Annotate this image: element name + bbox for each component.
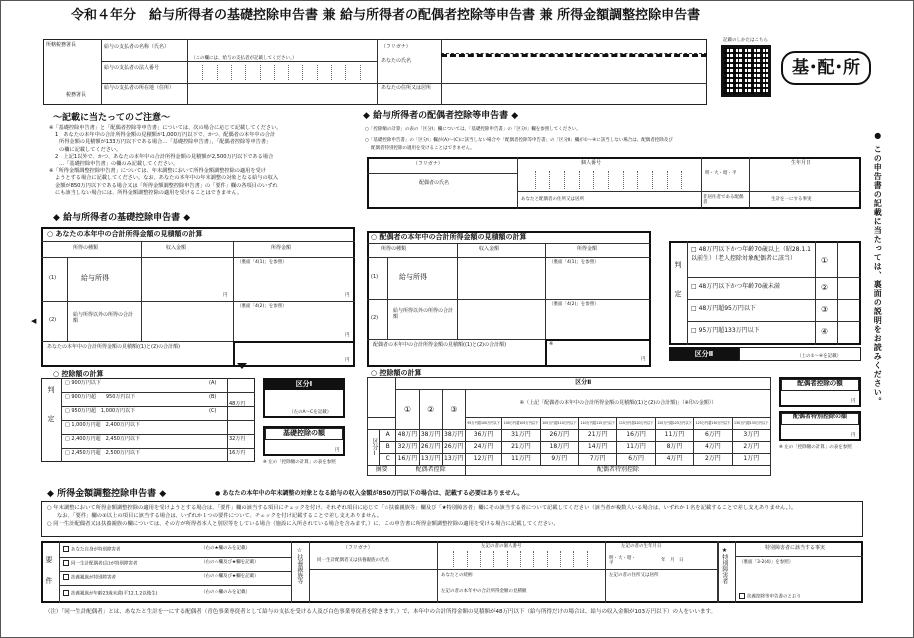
range-text: 2,450万円超 2,500万円以下 [71, 450, 140, 456]
row-key: C [380, 454, 396, 466]
basic-total-label: あなたの本年中の合計所得金額の見積額((1)と(2)の合計額) [47, 344, 181, 350]
table-cell: 7万円 [579, 454, 617, 466]
checkbox[interactable]: □ [65, 394, 70, 400]
basic-title-text: 給与所得者の基礎控除申告書 [63, 213, 181, 223]
table-cell: 3万円 [732, 430, 770, 442]
range-head: 110万円超115万円以下 [579, 418, 617, 430]
spouse-furigana: （フリガナ） [413, 161, 443, 167]
payer-number-cells[interactable] [189, 65, 375, 80]
judge-item-text: 95万円超133万円以下 [698, 327, 760, 334]
your-name-label: あなたの氏名 [381, 58, 412, 64]
spouse-nonresident: 非居住者である配偶者 [703, 195, 744, 206]
table-cell: 4万円 [655, 454, 693, 466]
table-cell: 11万円 [655, 430, 693, 442]
range-head: 130万円超133万円以下 [732, 418, 770, 430]
table-cell: 14万円 [579, 442, 617, 454]
furigana-label: （フリガナ） [381, 44, 411, 50]
range-head: 115万円超120万円以下 [617, 418, 655, 430]
spouse-note1: ○「控除額の計算」の表の「区分Ⅰ」欄については、「基礎控除申告書」の「区分Ⅰ」欄を参照してください。 [365, 127, 581, 132]
basic-row1-num: (1) [49, 275, 57, 281]
table-cell: 32万円 [396, 442, 419, 454]
table-cell: 13万円 [419, 454, 442, 466]
basic-row2-label: 給与所得以外の所得の合計額 [73, 312, 134, 324]
table-cell: 9万円 [540, 454, 578, 466]
judge-num: ④ [821, 327, 829, 336]
spouse-note3: 配偶者特別控除の適用を受けることはできません。 [371, 146, 475, 151]
checkbox[interactable] [739, 593, 745, 599]
judge-num: ① [821, 256, 829, 265]
table-cell: 31万円 [502, 430, 540, 442]
col-circ-1: ① [396, 390, 419, 430]
star-dependents-label: ☆扶養親族等 [295, 547, 303, 584]
req-item [63, 546, 121, 553]
spouse-title-text: 給与所得者の配偶者控除等申告書 [373, 111, 509, 121]
note-line: 金額が850万円以下である場合又は「所得金額調整控除申告書」の「要件」欄の各項目のいずれ [55, 182, 278, 189]
kubun1-label: 区分Ⅰ [263, 378, 345, 390]
range-head: 100万円超105万円以下 [502, 418, 540, 430]
req-item [63, 560, 138, 567]
kubun2-label: 区分Ⅱ [669, 347, 739, 361]
spouse-row2-label: 給与所得以外の所得の合計額 [393, 308, 454, 320]
req-item [63, 574, 116, 581]
adjust-note: なお、「要件」欄の②以上の項目に該当する場合は、いずれか１つの要件について、チェックを付け記載することで差し支えありません。 [57, 513, 383, 519]
table-cell: 11万円 [617, 442, 655, 454]
tax-office-label: 所轄税務署長 [46, 42, 77, 48]
req-ref: （右の★欄のみを記載） [201, 546, 251, 551]
basic-row2-num: (2) [49, 317, 57, 323]
range-head: 120万円超125万円以下 [655, 418, 693, 430]
tax-office-suffix: 税務署長 [66, 92, 87, 98]
judge-item: □ 48万円以下かつ年齢70歳未満 [691, 283, 780, 290]
judge-item-text: 48万円超95万円以下 [698, 305, 756, 312]
table-cell: 48万円 [396, 430, 419, 442]
adjust-income-label: 左記の者の本年中の合計所得金額の見積額 [441, 589, 527, 594]
adjust-number-label: 左記の者の個人番号 [481, 544, 522, 549]
note-line: ※「基礎控除申告書」と「配偶者控除等申告書」については、次の場合に応じて記載してください。 [49, 125, 282, 131]
special-head: ④（上記「配偶者の本年中の合計所得金額の見積額((1)と(2)の合計額)」（※印の金額）） [465, 390, 770, 418]
judge-item-text: 48万円以下かつ年齢70歳未満 [698, 283, 780, 290]
code-c: (C) [209, 408, 217, 414]
table-cell: 26万円 [419, 442, 442, 454]
note-line: ※「所得金額調整控除申告書」については、年末調整において所得金額調整控除の適用を受け [49, 168, 266, 175]
table-cell: 1万円 [732, 454, 770, 466]
row-key: A [380, 430, 396, 442]
checkbox[interactable]: □ [65, 380, 70, 386]
checkbox[interactable]: □ [65, 422, 70, 428]
judge-item: □ 48万円超95万円以下 [691, 305, 756, 312]
basic-judge-label: 判定 [47, 386, 56, 444]
checkbox[interactable] [63, 574, 69, 580]
table-cell: 16万円 [396, 454, 419, 466]
adjust-subtitle: ● あなたの本年中の年末調整の対象となる給与の収入金額が850万円以下の場合は、記載する必要はありません。 [215, 490, 524, 497]
adjust-furigana: （フリガナ） [343, 545, 373, 551]
adjust-subtitle-text: あなたの本年中の年末調整の対象となる給与の収入金額が850万円以下の場合は、記載する必要はありません。 [222, 490, 524, 497]
spouse-deduction-label: 配偶者控除の額 [781, 379, 859, 391]
spouse-row1-num: (1) [371, 274, 379, 280]
adjust-special-ref: （裏面「3-2(4)」を参照） [739, 560, 794, 565]
adjust-note: ○ 年末調整において所得金額調整控除の適用を受けようとする場合は、「要件」欄の該当する項目にチェックを付け、それぞれ項目に応じて「☆扶養親族等」欄及び「★特別障害者」欄にその該当する者について記載してください（該当者が複数人いる場合は、いずれか１名を記載することで差し支えありません。）。 [47, 505, 797, 511]
basic-row [65, 381, 101, 387]
checkbox[interactable] [63, 590, 69, 596]
table-cell: 38万円 [442, 430, 465, 442]
row-key: B [380, 442, 396, 454]
adjust-ymd: 年 月 日 [661, 558, 684, 563]
foot-summary: 摘要 [368, 466, 396, 476]
your-address-label: あなたの住所又は居所 [381, 85, 432, 91]
side-notice: ● この申告書の記載に当たっては、裏面の説明をお読みください。 [873, 131, 883, 406]
checkbox[interactable] [63, 560, 69, 566]
basic-yen: 円 [345, 333, 350, 338]
spouse-address-label: あなたと配偶者の住所又は居所 [521, 197, 584, 202]
spouse-era: 明・大・昭・平 [705, 171, 737, 176]
basic-row [65, 409, 135, 415]
spouse-col-type: 所得の種類 [381, 246, 407, 252]
spouse-row2-ref: （裏面「4(2)」を参照） [549, 302, 599, 307]
adjust-relation-label: あなたとの続柄 [441, 573, 473, 578]
table-cell: 2万円 [694, 454, 732, 466]
table-cell: 6万円 [617, 454, 655, 466]
spouse-row2-num: (2) [371, 315, 379, 321]
basic-yen: 円 [335, 448, 340, 453]
arrow-down-icon [237, 363, 247, 369]
req-text: 扶養親族が年齢23歳未満(平12.1.2以後生) [71, 591, 158, 597]
range-text: 900万円以下 [71, 380, 101, 386]
range-head: 95万円超100万円以下 [465, 418, 501, 430]
notes-list [49, 125, 349, 197]
basic-deduction-title-text: 控除額の計算 [61, 370, 104, 378]
basic-yen: 円 [223, 293, 228, 298]
col-circ-3: ③ [442, 390, 465, 430]
spouse-calc-title-text: 配偶者の本年中の合計所得金額の見積額の計算 [379, 233, 527, 241]
req-ref: （右の☆欄及び★欄を記載） [201, 574, 259, 579]
spouse-judge-label: 判定 [674, 261, 683, 319]
adjust-address-label: 左記の者の住所又は居所 [609, 573, 659, 578]
judge-item: □ 95万円超133万円以下 [691, 327, 760, 334]
form-title: 令和４年分 給与所得者の基礎控除申告書 兼 給与所得者の配偶者控除等申告書 兼 所得金額調整控除申告書 [71, 8, 701, 23]
caret-left-icon: ◀ [31, 317, 37, 325]
basic-deduction-label: 基礎控除の額 [265, 428, 343, 440]
spouse-birth-label: 生年月日 [791, 160, 812, 166]
judge-num: ③ [821, 305, 829, 314]
spouse-row1-label: 給与所得 [399, 273, 427, 281]
table-cell: 21万円 [502, 442, 540, 454]
spouse-col-amount: 所得金額 [577, 246, 598, 252]
adjust-note: ○ 同一生計配偶者又は扶養親族の欄については、その方が所得者本人と別居等をしている場合（施設に入所されている場合を含みます。）に、この申告書に所得金額調整控除の適用を受ける場合に記載してください。 [47, 521, 559, 527]
table-cell: 4万円 [694, 442, 732, 454]
code-a: (A) [209, 380, 217, 386]
payer-name-label: 給与の支払者の名称（氏名） [104, 44, 170, 50]
basic-section-title: ◆ 給与所得者の基礎控除申告書 ◆ [53, 213, 191, 223]
basic-row1-label: 給与所得 [81, 274, 109, 282]
checkbox[interactable] [63, 546, 69, 552]
table-cell: 2万円 [732, 442, 770, 454]
adjust-era: 明・大・昭・平 [609, 556, 636, 567]
range-head: 125万円超130万円以下 [694, 418, 732, 430]
basic-col-amount: 所得金額 [271, 245, 292, 251]
table-kubun2-head: 区分Ⅱ [396, 378, 771, 390]
note-line: 所得金額の見積額が133万円以下である場合…「基礎控除申告書」、「配偶者控除等申告書」 [59, 139, 272, 146]
note-line: にも該当しない場合には、所得金額調整控除の適用を受けることはできません。 [55, 189, 243, 196]
form-badge: 基･配･所 [781, 51, 871, 85]
qr-code-image [721, 45, 771, 97]
basic-yen: 円 [345, 293, 350, 298]
req-ref: （右の☆欄のみを記載） [201, 590, 251, 595]
adjust-special-check [739, 593, 801, 600]
foot-spouse-special: 配偶者特別控除 [465, 466, 770, 476]
table-cell: 24万円 [465, 442, 501, 454]
req-text: あなた自身が特別障害者 [71, 547, 121, 553]
basic-calc-title-text: あなたの本年中の合計所得金額の見積額の計算 [55, 230, 203, 238]
table-cell: 38万円 [419, 430, 442, 442]
spouse-special-label: 配偶者特別控除の額 [781, 413, 859, 425]
qr-caption: 記載のしかたはこちら [723, 38, 768, 43]
basic-row [65, 451, 140, 457]
basic-calc-title: ○ あなたの本年中の合計所得金額の見積額の計算 [47, 230, 203, 238]
spouse-row1-ref: （裏面「4(1)」を参照） [549, 260, 599, 265]
amount-16: 16万円 [229, 450, 246, 456]
req-text: 同一生計配偶者(注)が特別障害者 [71, 561, 138, 567]
table-cell: 18万円 [540, 442, 578, 454]
spouse-total-label: 配偶者の本年中の合計所得金額の見積額((1)と(2)の合計額) [373, 342, 507, 348]
table-cell: 36万円 [465, 430, 501, 442]
basic-row [65, 423, 140, 429]
basic-col-type: 所得の種類 [73, 245, 99, 251]
basic-row [65, 437, 140, 443]
basic-row1-ref: （裏面「4(1)」を参照） [237, 260, 287, 265]
foot-spouse-deduction: 配偶者控除 [396, 466, 466, 476]
req-item [63, 590, 158, 597]
payer-address-label: 給与の支払者の所在地（住所） [104, 85, 175, 91]
kubun1-note: （左のA～Cを記載） [289, 410, 332, 415]
judge-item: □ 48万円以下かつ年齢70歳以上（昭28.1.1以前生）（老人控除対象配偶者に該当） [691, 246, 811, 262]
spouse-note2: ○「基礎控除申告書」の「区分Ⅰ」欄が(A)～(C)に該当しない場合や「配偶者控除等申告書」の「区分Ⅱ」欄が①～④に該当しない場合は、配偶者控除及び [365, 138, 673, 143]
adjust-notes [47, 504, 857, 528]
table-kubun1: 区分Ⅰ [368, 430, 380, 466]
adjust-special-head: 特別障害者に該当する事実 [765, 545, 826, 551]
checkbox[interactable]: □ [65, 450, 70, 456]
basic-deduction-title: ○ 控除額の計算 [53, 370, 104, 378]
spouse-yen: 円 [641, 357, 646, 362]
basic-row [65, 395, 135, 401]
range-head: 105万円超110万円以下 [540, 418, 578, 430]
payer-number-note: （この欄には、給与の支払者が記載してください。） [191, 56, 297, 61]
note-line: 2 上記1以外で、かつ、あなたの本年中の合計所得金額の見積額が2,500万円以下である場合 [55, 153, 274, 160]
spouse-deduction-title: ○ 控除額の計算 [371, 369, 422, 377]
adjust-req-label: 要件 [45, 556, 54, 598]
basic-note: ※ 左の「控除額の計算」の表を参照 [263, 460, 336, 465]
spouse-section-title: ◆ 給与所得者の配偶者控除等申告書 ◆ [363, 111, 519, 121]
col-circ-2: ② [419, 390, 442, 430]
adjust-footnote: （注）「同一生計配偶者」とは、あなたと生計を一にする配偶者（青色事業専従者として給与の支払を受ける人及び白色事業専従者を除きます。）で、本年中の合計所得金額の見積額が48万円以下（給与所得だけの場合は、給与の収入金額が103万円以下）の人をいいます。 [45, 609, 717, 615]
side-notice-text: この申告書の記載に当たっては、裏面の説明をお読みください。 [873, 144, 883, 406]
range-text: 950万円超 1,000万円以下 [71, 408, 136, 414]
note-line: 1 あなたの本年中の合計所得金額の見積額が1,000万円以下で、かつ、配偶者の本年中の合計 [55, 132, 276, 139]
spouse-col-income: 収入金額 [479, 246, 500, 252]
note-line: の欄に記載してください。 [59, 146, 122, 153]
asterisk-mark: ※ [549, 341, 554, 347]
basic-yen: 円 [345, 358, 350, 363]
amount-32: 32万円 [229, 436, 246, 442]
basic-row2-ref: （裏面「4(2)」を参照） [237, 304, 287, 309]
amount-48: 48万円 [229, 401, 246, 407]
spouse-yen: 円 [851, 433, 856, 438]
basic-col-income: 収入金額 [166, 245, 187, 251]
range-text: 1,000万円超 2,400万円以下 [71, 422, 140, 428]
table-cell: 13万円 [442, 454, 465, 466]
spouse-total-input[interactable] [545, 339, 651, 367]
table-cell: 26万円 [540, 430, 578, 442]
adjust-birth-label: 左記の者の生年月日 [621, 544, 662, 549]
adjust-section-title: ◆ 所得金額調整控除申告書 ◆ [47, 489, 167, 499]
note-line: …「基礎控除申告書」の欄のみ記載してください。 [59, 161, 179, 168]
kubun2-note: （上の①～④を記載） [797, 354, 842, 359]
adjust-name-label: 同一生計配偶者又は扶養親族の氏名 [317, 558, 389, 563]
adjust-number-cells[interactable] [441, 551, 601, 567]
req-text: 扶養親族が特別障害者 [71, 575, 116, 581]
table-cell: 8万円 [655, 442, 693, 454]
spouse-deduction-table [367, 377, 771, 476]
basic-total-input[interactable] [233, 341, 355, 367]
table-cell: 16万円 [617, 430, 655, 442]
notes-title: ～記載に当たってのご注意～ [53, 113, 171, 123]
note-line: ようとする場合に記載してください。なお、あなたの本年中の年末調整の対象となる給与の収入 [55, 175, 279, 182]
checkbox[interactable]: □ [65, 436, 70, 442]
spouse-number-cells[interactable] [521, 171, 697, 189]
judge-item-text: 48万円以下かつ年齢70歳以上（昭28.1.1以前生）（老人控除対象配偶者に該当） [691, 246, 811, 262]
table-cell: 26万円 [442, 442, 465, 454]
table-cell: 12万円 [465, 454, 501, 466]
range-text: 2,400万円超 2,450万円以下 [71, 436, 140, 442]
spouse-living: 生計を一にする事実 [771, 197, 812, 202]
req-ref: （右の☆欄及び★欄を記載） [201, 560, 259, 565]
star-special-label: ★特別障害者 [720, 547, 728, 584]
checkbox[interactable]: □ [65, 408, 70, 414]
table-cell: 21万円 [579, 430, 617, 442]
spouse-number-label: 個人番号 [581, 160, 602, 166]
spouse-yen: 円 [851, 399, 856, 404]
special-note-text: 扶養控除等申告書のとおり [747, 594, 801, 600]
table-cell: 6万円 [694, 430, 732, 442]
table-cell: 11万円 [502, 454, 540, 466]
spouse-right-note: ※ 左の「控除額の計算」の表を参照 [779, 445, 852, 450]
adjust-title-text: 所得金額調整控除申告書 [57, 489, 157, 499]
range-text: 900万円超 950万円以下 [71, 394, 136, 400]
spouse-name-label: 配偶者の氏名 [419, 180, 450, 186]
code-b: (B) [209, 394, 217, 400]
judge-num: ② [821, 283, 829, 292]
spouse-deduction-title-text: 控除額の計算 [379, 369, 422, 377]
spouse-calc-title: ○ 配偶者の本年中の合計所得金額の見積額の計算 [371, 233, 527, 241]
payer-number-label: 給与の支払者の法人番号 [104, 65, 160, 71]
